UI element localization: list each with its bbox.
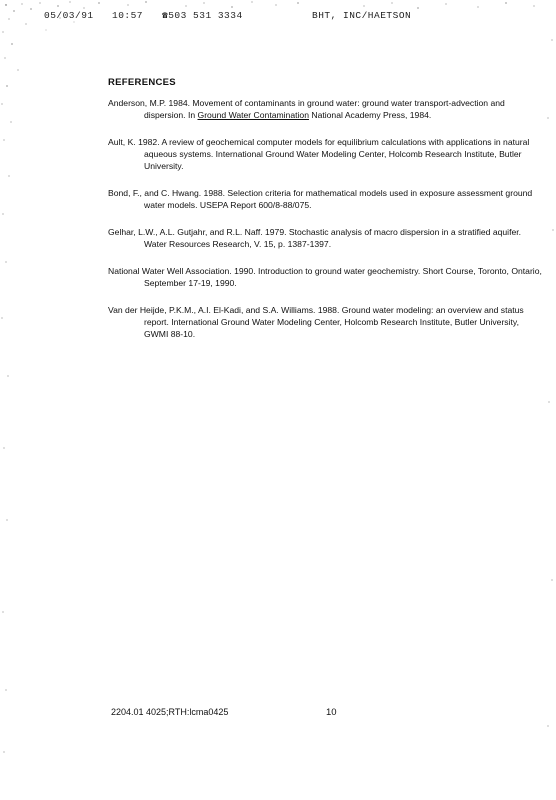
fax-sender: BHT, INC/HAETSON <box>312 10 412 21</box>
page-number: 10 <box>326 707 337 718</box>
reference-text: Anderson, M.P. 1984. Movement of contaminants in ground water: ground water transport-advection and dispersion. In <box>108 98 505 120</box>
fax-phone <box>162 10 243 21</box>
fax-transmission-header <box>0 8 556 24</box>
reference-entry <box>108 187 544 211</box>
reference-entry <box>108 226 544 250</box>
reference-text: Ault, K. 1982. A review of geochemical computer models for equilibrium calculations with applications in natural aqueous systems. International Ground Water Modeling Center, Holcomb Research Institute, Butler University. <box>108 137 530 171</box>
reference-text: Van der Heijde, P.K.M., A.I. El-Kadi, and S.A. Williams. 1988. Ground water modeling: an overview and status report. International Ground Water Modeling Center, Holcomb Research Institute, Butler University, GWMI 88-10. <box>108 305 524 339</box>
reference-list <box>108 97 544 355</box>
reference-entry <box>108 97 544 121</box>
reference-entry <box>108 136 544 172</box>
fax-phone-number: 503 531 3334 <box>168 10 243 21</box>
reference-venue: Ground Water Contamination <box>197 110 309 120</box>
reference-text: Gelhar, L.W., A.L. Gutjahr, and R.L. Naff. 1979. Stochastic analysis of macro dispersion in a stratified aquifer. Water Resources Research, V. 15, p. 1387-1397. <box>108 227 522 249</box>
reference-entry <box>108 304 544 340</box>
fax-date: 05/03/91 <box>44 10 94 21</box>
reference-text: Bond, F., and C. Hwang. 1988. Selection criteria for mathematical models used in exposure assessment ground water models. USEPA Report 600/8-88/075. <box>108 188 533 210</box>
reference-tail: National Academy Press, 1984. <box>308 110 432 120</box>
phone-icon: ☎ <box>162 10 169 21</box>
reference-entry <box>108 265 544 289</box>
fax-time: 10:57 <box>112 10 144 21</box>
references-heading: REFERENCES <box>108 77 176 88</box>
document-code: 2204.01 4025;RTH:lcma0425 <box>111 707 229 717</box>
reference-text: National Water Well Association. 1990. Introduction to ground water geochemistry. Short Course, Toronto, Ontario, September 17-19, 1990. <box>108 266 542 288</box>
